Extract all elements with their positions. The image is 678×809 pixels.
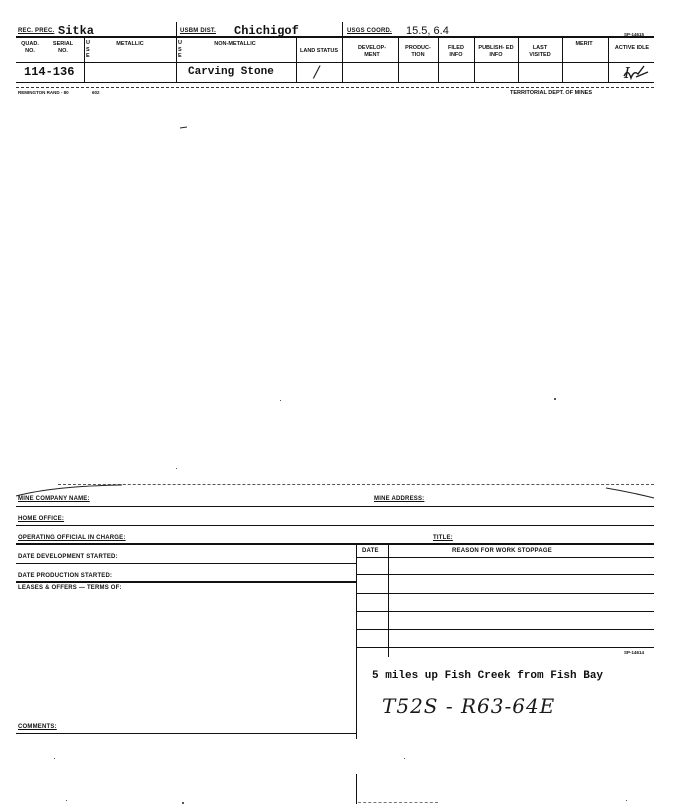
quad-serial-value: 114-136 <box>24 65 75 79</box>
territorial-dept-footer: TERRITORIAL DEPT. OF MINES <box>510 90 592 96</box>
usgs-coord-value: 15.5, 6.4 <box>406 25 449 37</box>
mine-company-name-label: MINE COMPANY NAME: <box>18 496 90 502</box>
usbm-dist-label: USBM DIST. <box>180 28 217 34</box>
table-header-rule <box>356 557 654 558</box>
table-row-rule <box>356 647 654 648</box>
table-vertical-date <box>388 545 389 657</box>
form-number-top: SP-14615 <box>624 32 645 37</box>
home-office-label: HOME OFFICE: <box>18 516 65 522</box>
speck <box>404 758 405 759</box>
handwritten-township-note: T52S - R63-64E <box>382 694 556 718</box>
speck <box>176 468 177 469</box>
speck <box>280 400 281 401</box>
footer-code: 602 <box>92 90 100 95</box>
active-idle-value: I <box>624 64 630 82</box>
metallic-header: METALLIC <box>116 41 144 47</box>
vrule <box>518 38 519 82</box>
title-label: TITLE: <box>433 535 453 541</box>
vrule <box>84 38 85 82</box>
date-production-label: DATE PRODUCTION STARTED: <box>18 573 113 579</box>
merit-header: MERIT <box>575 41 593 47</box>
vrule <box>438 38 439 82</box>
last-visited-header: LAST VISITED <box>529 45 551 58</box>
leases-offers-label: LEASES & OFFERS — TERMS OF: <box>18 585 122 591</box>
filed-info-header: FILED INFO <box>448 45 464 58</box>
speck <box>626 800 627 801</box>
reason-column-label: REASON FOR WORK STOPPAGE <box>452 548 552 554</box>
rule-operating-official <box>16 543 654 545</box>
table-row-rule <box>356 574 654 575</box>
development-header: DEVELOP- MENT <box>357 45 387 58</box>
vrule <box>398 38 399 82</box>
mine-address-label: MINE ADDRESS: <box>374 496 425 502</box>
date-column-label: DATE <box>362 548 379 554</box>
rule-comments <box>16 733 356 734</box>
remington-rand-footer: REMINGTON RAND - 80 <box>18 90 69 95</box>
form-number-bottom: SP-14614 <box>624 650 645 655</box>
speck <box>66 800 67 801</box>
vrule <box>608 38 609 82</box>
vrule <box>562 38 563 82</box>
curved-line-right <box>604 486 656 500</box>
active-idle-checkmark-icon <box>620 64 652 82</box>
speck <box>554 398 556 400</box>
table-row-rule <box>356 629 654 630</box>
published-info-header: PUBLISH- ED INFO <box>478 45 514 58</box>
quad-no-header: QUAD. NO. <box>21 41 39 54</box>
speck <box>182 802 184 804</box>
use-code-header: U S E <box>86 40 90 59</box>
date-development-label: DATE DEVELOPMENT STARTED: <box>18 554 118 560</box>
active-idle-header: ACTIVE IDLE <box>614 45 650 51</box>
rule-date-development <box>16 563 356 564</box>
operating-official-label: OPERATING OFFICIAL IN CHARGE: <box>18 535 126 541</box>
rec-prec-label: REC. PREC. <box>18 28 55 34</box>
vrule <box>176 22 177 82</box>
rule-date-production <box>16 581 356 583</box>
use-code2-header: U S E <box>178 40 182 59</box>
top-dash-rule <box>16 87 654 88</box>
table-row-rule <box>356 593 654 594</box>
comments-vertical <box>356 774 357 804</box>
top-rule-1 <box>16 36 654 38</box>
land-status-value: / <box>314 62 320 81</box>
speck <box>54 758 55 759</box>
serial-no-header: SERIAL NO. <box>52 41 74 54</box>
bottom-dash <box>358 802 438 803</box>
rule-mine-company <box>16 506 654 507</box>
rec-prec-value: Sitka <box>58 24 95 38</box>
stray-mark <box>180 127 187 129</box>
production-header: PRODUC- TION <box>405 45 431 58</box>
bottom-top-dash <box>58 484 654 485</box>
typed-location-note: 5 miles up Fish Creek from Fish Bay <box>372 670 604 682</box>
usbm-dist-value: Chichigof <box>234 24 299 38</box>
non-metallic-value: Carving Stone <box>188 66 274 78</box>
vrule <box>296 38 297 82</box>
comments-label: COMMENTS: <box>18 724 57 730</box>
rule-home-office <box>16 525 654 526</box>
top-rule-3 <box>16 82 654 83</box>
usgs-coord-label: USGS COORD. <box>347 28 392 34</box>
top-rule-2 <box>16 62 654 63</box>
vrule <box>474 38 475 82</box>
land-status-header: LAND STATUS <box>300 48 338 54</box>
vrule <box>342 22 343 82</box>
table-row-rule <box>356 611 654 612</box>
non-metallic-header: NON-METALLIC <box>214 41 256 47</box>
